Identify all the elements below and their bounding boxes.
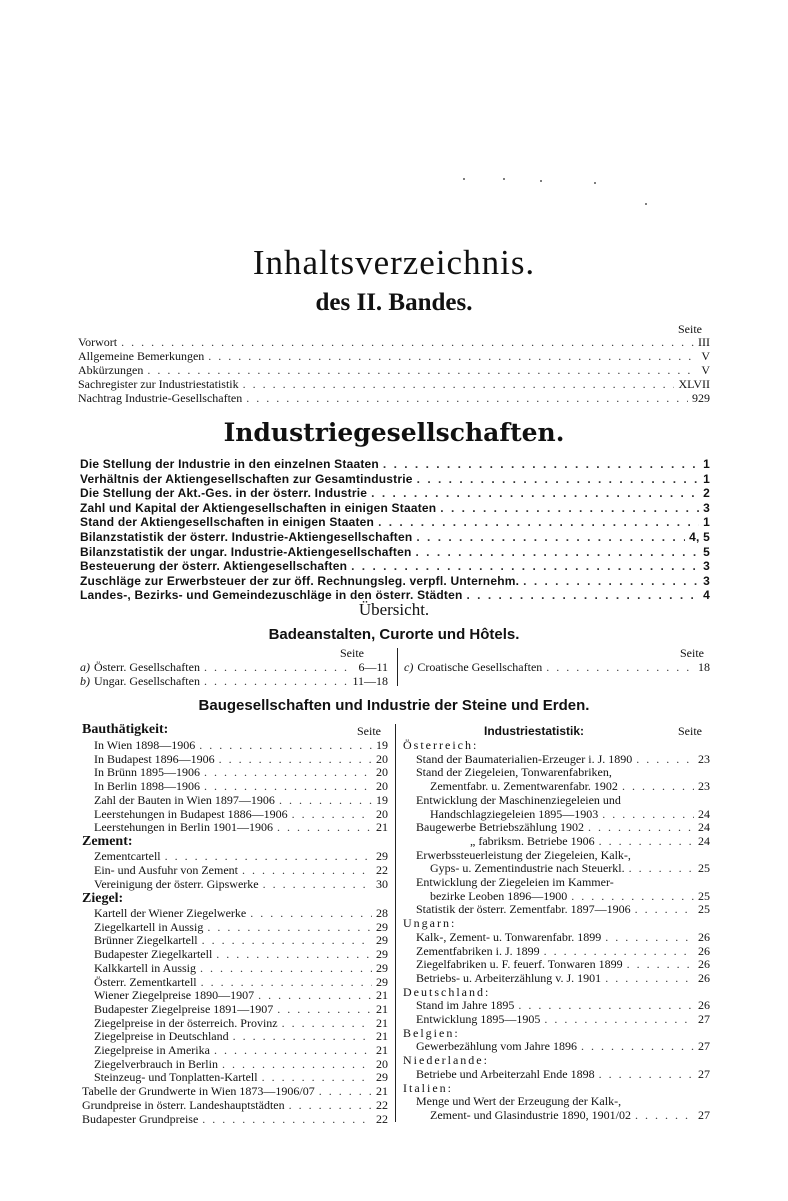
entry-page: 20 <box>376 751 388 766</box>
dot-leader <box>121 335 694 350</box>
entry-label: Leerstehungen in Budapest 1886—1906 <box>94 806 288 821</box>
entry-page: 23 <box>698 779 710 794</box>
entry-label: Bilanzstatistik der österr. Industrie-Aktiengesellschaften <box>80 530 413 544</box>
entry-label: Kartell der Wiener Ziegelwerke <box>94 906 247 920</box>
print-speck <box>540 180 542 182</box>
entry-label: Entwicklung 1895—1905 <box>416 1012 541 1026</box>
entry-label: Zahl und Kapital der Aktiengesellschaften in einigen Staaten <box>80 500 437 515</box>
entry-page: III <box>698 335 710 349</box>
print-speck <box>503 178 505 180</box>
dot-leader <box>351 559 699 573</box>
entry-label: In Brünn 1895—1906 <box>94 765 200 780</box>
entry-page: 27 <box>698 1012 710 1026</box>
entry-page: 18 <box>698 660 710 674</box>
bau-entry[interactable] <box>82 1112 388 1127</box>
dot-leader <box>546 660 694 675</box>
entry-page: 28 <box>376 906 388 920</box>
entry-label: Zement: <box>82 833 133 849</box>
industrie-entry[interactable] <box>80 457 710 471</box>
entry-page: 3 <box>703 500 710 515</box>
entry-marker: b) <box>80 674 90 688</box>
entry-page: 22 <box>376 1097 388 1112</box>
entry-page: 24 <box>698 806 710 821</box>
entry-page: 24 <box>698 820 710 835</box>
entry-label: Sachregister zur Industriestatistik <box>78 377 239 391</box>
entry-page: 26 <box>698 929 710 944</box>
entry-page: 24 <box>698 833 710 848</box>
entry-label: Vorwort <box>78 335 118 349</box>
entry-label: Bilanzstatistik der ungar. Industrie-Aktiengesellschaften <box>80 544 412 559</box>
bau-group-header[interactable] <box>82 891 388 907</box>
entry-label: Die Stellung der Industrie in den einzelnen Staaten <box>80 457 379 471</box>
dot-leader <box>202 1112 372 1127</box>
entry-page: XLVII <box>678 377 710 391</box>
print-speck <box>594 182 596 184</box>
entry-page: 20 <box>376 765 388 780</box>
entry-page: 22 <box>376 1111 388 1126</box>
industrie-entry[interactable] <box>80 486 710 500</box>
seite-label: Seite <box>678 322 702 336</box>
entry-page: V <box>701 363 710 377</box>
entry-label: Zuschläge zur Erwerbsteuer der zur öff. Rechnungsleg. verpfl. Unternehm. <box>80 573 520 588</box>
entry-page: 29 <box>376 974 388 989</box>
entry-page: 1 <box>703 471 710 486</box>
bade-seite-right: Seite <box>680 646 704 660</box>
entry-label: Ungarn: <box>403 916 457 931</box>
entry-label: Österr. Zementkartell <box>94 974 197 989</box>
entry-label: Croatische Gesellschaften <box>417 660 543 674</box>
entry-label: Gewerbezählung vom Jahre 1896 <box>416 1039 577 1054</box>
entry-page: 26 <box>698 957 710 972</box>
entry-label: Ziegel: <box>82 890 124 906</box>
entry-page: 20 <box>376 806 388 821</box>
entry-label: Zementcartell <box>94 849 161 864</box>
entry-label: Entwicklung der Maschinenziegeleien und <box>416 792 621 807</box>
entry-label: In Budapest 1896—1906 <box>94 751 215 766</box>
dot-leader <box>246 391 688 406</box>
entry-label: Nachtrag Industrie-Gesellschaften <box>78 391 243 405</box>
entry-label: Allgemeine Bemerkungen <box>78 349 205 363</box>
dot-leader <box>378 515 699 529</box>
dot-leader <box>440 501 699 515</box>
front-matter-entry[interactable] <box>78 377 710 392</box>
industrie-entry[interactable] <box>80 574 710 588</box>
entry-page: 23 <box>698 751 710 766</box>
entry-page: 21 <box>376 1084 388 1099</box>
entry-label: „ fabriksm. Betriebe 1906 <box>470 833 595 848</box>
entry-label: Tabelle der Grundwerte in Wien 1873—1906/07 <box>82 1084 315 1099</box>
entry-label: bezirke Leoben 1896—1900 <box>430 888 568 903</box>
entry-marker: c) <box>404 660 414 674</box>
dot-leader <box>243 377 675 392</box>
uebersicht-heading: Übersicht. <box>358 600 430 619</box>
front-matter-entry[interactable] <box>78 349 710 364</box>
entry-label: Stand der Baumaterialien-Erzeuger i. J. 1890 <box>416 751 633 766</box>
entry-page: 30 <box>376 876 388 891</box>
bade-entry[interactable] <box>80 674 388 689</box>
entry-label: Ein- und Ausfuhr von Zement <box>94 863 238 878</box>
entry-label: Besteuerung der österr. Aktiengesellschaften <box>80 559 348 574</box>
print-speck <box>645 203 647 205</box>
entry-label: Statistik der österr. Zementfabr. 1897—1906 <box>416 902 631 917</box>
entry-page: 27 <box>698 1066 710 1081</box>
entry-page: 27 <box>698 1039 710 1054</box>
entry-label: Verhältnis der Aktiengesellschaften zur Gesamtindustrie <box>80 471 413 486</box>
entry-label: Betriebe und Arbeiterzahl Ende 1898 <box>416 1066 595 1081</box>
entry-page: 26 <box>698 943 710 958</box>
entry-page: 25 <box>698 861 710 876</box>
dot-leader <box>383 457 699 471</box>
entry-page: 21 <box>376 988 388 1003</box>
entry-page: 25 <box>698 888 710 903</box>
entry-label: Österr. Gesellschaften <box>94 660 200 674</box>
entry-label: Stand im Jahre 1895 <box>416 998 515 1013</box>
entry-label: Österreich: <box>403 738 479 752</box>
dot-leader <box>371 486 699 500</box>
bau-seite-left: Seite <box>357 724 381 738</box>
bade-heading: Badeanstalten, Curorte und Hôtels. <box>268 626 520 643</box>
entry-page: 929 <box>692 391 710 405</box>
entry-label: Entwicklung der Ziegeleien im Kammer- <box>416 875 614 889</box>
entry-label: Betriebs- u. Arbeiterzählung v. J. 1901 <box>416 970 602 985</box>
entry-label: Leerstehungen in Berlin 1901—1906 <box>94 820 273 835</box>
entry-label: Ungar. Gesellschaften <box>94 674 200 688</box>
industrie-entry[interactable] <box>80 472 710 486</box>
entry-page: 19 <box>376 738 388 752</box>
entry-label: Ziegelpreise in Amerika <box>94 1043 210 1057</box>
bade-entry[interactable] <box>80 660 388 675</box>
entry-page: 27 <box>698 1107 710 1122</box>
entry-label: Die Stellung der Akt.-Ges. in der österr. Industrie <box>80 486 368 501</box>
entry-label: In Berlin 1898—1906 <box>94 779 200 794</box>
entry-page: 6—11 <box>358 660 388 674</box>
entry-label: Ziegelpreise in der österreich. Provinz <box>94 1015 278 1030</box>
entry-page: 21 <box>376 1001 388 1016</box>
entry-page: 29 <box>376 919 388 934</box>
entry-label: Ziegelverbrauch in Berlin <box>94 1056 218 1071</box>
entry-label: Brünner Ziegelkartell <box>94 933 198 948</box>
page-subtitle: des II. Bandes. <box>315 289 473 316</box>
bauthaetigkeit-header: Bauthätigkeit: <box>82 722 169 737</box>
entry-label: Niederlande: <box>403 1053 489 1068</box>
entry-label: Stand der Aktiengesellschaften in einigen Staaten <box>80 515 375 530</box>
entry-label: Zementfabr. u. Zementwarenfabr. 1902 <box>430 779 618 794</box>
entry-page: 22 <box>376 863 388 878</box>
industrie-entry[interactable] <box>80 545 710 559</box>
entry-label: Zementfabriken i. J. 1899 <box>416 943 540 958</box>
industriestatistik-entry[interactable] <box>430 1108 710 1123</box>
dot-leader <box>523 574 699 588</box>
entry-page: 21 <box>376 1029 388 1044</box>
entry-label: Deutschland: <box>403 984 491 999</box>
entry-page: 26 <box>698 998 710 1013</box>
entry-label: Steinzeug- und Tonplatten-Kartell <box>94 1070 258 1085</box>
entry-page: 19 <box>376 792 388 807</box>
entry-label: Budapester Ziegelpreise 1891—1907 <box>94 1001 274 1016</box>
front-matter-entry[interactable] <box>78 363 710 378</box>
dot-leader <box>147 363 697 378</box>
entry-label: Ziegelfabriken u. F. feuerf. Tonwaren 1899 <box>416 957 623 972</box>
entry-page: 21 <box>376 820 388 835</box>
entry-page: 11—18 <box>352 674 388 688</box>
entry-page: 1 <box>703 515 710 530</box>
entry-page: 5 <box>703 544 710 559</box>
dot-leader <box>208 349 697 364</box>
entry-label: Menge und Wert der Erzeugung der Kalk-, <box>416 1094 622 1109</box>
entry-label: In Wien 1898—1906 <box>94 738 196 752</box>
dot-leader <box>204 674 348 689</box>
entry-label: Zahl der Bauten in Wien 1897—1906 <box>94 792 275 807</box>
entry-label: Kalk-, Zement- u. Tonwarenfabr. 1899 <box>416 929 602 944</box>
entry-page: 3 <box>703 559 710 574</box>
bade-entry[interactable] <box>404 660 710 675</box>
entry-label: Vereinigung der österr. Gipswerke <box>94 876 259 891</box>
entry-label: Abkürzungen <box>78 363 144 377</box>
entry-page: 20 <box>376 779 388 794</box>
print-speck <box>463 178 465 180</box>
front-matter-entry[interactable] <box>78 335 710 350</box>
dot-leader <box>416 530 685 544</box>
entry-label: Wiener Ziegelpreise 1890—1907 <box>94 988 255 1003</box>
front-matter-entry[interactable] <box>78 391 710 406</box>
entry-label: Stand der Ziegeleien, Tonwarenfabriken, <box>416 765 612 780</box>
industrie-entry[interactable] <box>80 515 710 529</box>
entry-label: Ziegelkartell in Aussig <box>94 919 204 934</box>
entry-label: Baugewerbe Betriebszählung 1902 <box>416 820 584 835</box>
industrie-heading: Industriegesellschaften. <box>223 418 565 447</box>
entry-page: 21 <box>376 1043 388 1057</box>
entry-page: 4, 5 <box>689 530 710 544</box>
industrie-entry[interactable] <box>80 530 710 544</box>
bau-heading: Baugesellschaften und Industrie der Steine und Erden. <box>198 697 590 714</box>
entry-label: Handschlagziegeleien 1895—1903 <box>430 806 599 821</box>
entry-page: 29 <box>376 960 388 975</box>
entry-page: 29 <box>376 947 388 962</box>
entry-page: 21 <box>376 1015 388 1030</box>
industrie-entry[interactable] <box>80 559 710 573</box>
entry-label: Gyps- u. Zementindustrie nach Steuerkl. <box>430 861 625 876</box>
entry-page: 3 <box>703 573 710 588</box>
bade-seite-left: Seite <box>340 646 364 660</box>
page-title: Inhaltsverzeichnis. <box>252 243 536 282</box>
entry-label: Landes-, Bezirks- und Gemeindezuschläge in den österr. Städten <box>80 588 463 603</box>
entry-label: Grundpreise in österr. Landeshauptstädten <box>82 1097 285 1112</box>
industrie-entry[interactable] <box>80 501 710 515</box>
entry-page: 29 <box>376 849 388 864</box>
entry-page: 20 <box>376 1056 388 1071</box>
dot-leader <box>635 1108 694 1123</box>
entry-label: Kalkkartell in Aussig <box>94 960 196 975</box>
entry-label: Budapester Grundpreise <box>82 1111 199 1126</box>
entry-label: Belgien: <box>403 1025 460 1040</box>
entry-page: 25 <box>698 902 710 917</box>
bau-seite-right: Seite <box>678 724 702 738</box>
entry-label: Budapester Ziegelkartell <box>94 947 213 962</box>
entry-page: 29 <box>376 933 388 948</box>
entry-page: V <box>701 349 710 363</box>
entry-page: 4 <box>703 588 710 603</box>
entry-label: Italien: <box>403 1080 453 1095</box>
entry-marker: a) <box>80 660 90 674</box>
entry-label: Zement- und Glasindustrie 1890, 1901/02 <box>430 1107 631 1122</box>
bade-column-divider <box>397 648 398 686</box>
bau-column-divider <box>395 724 396 1122</box>
entry-label: Ziegelpreise in Deutschland <box>94 1029 229 1044</box>
dot-leader <box>204 660 354 675</box>
dot-leader <box>415 545 699 559</box>
entry-page: 2 <box>703 486 710 501</box>
industriestatistik-header: Industriestatistik: <box>484 724 585 738</box>
dot-leader <box>417 472 699 486</box>
bau-group-header[interactable] <box>82 834 388 850</box>
entry-page: 29 <box>376 1070 388 1085</box>
entry-label: Erwerbssteuerleistung der Ziegeleien, Kalk-, <box>416 847 631 862</box>
entry-page: 26 <box>698 970 710 985</box>
entry-page: 1 <box>703 457 710 471</box>
